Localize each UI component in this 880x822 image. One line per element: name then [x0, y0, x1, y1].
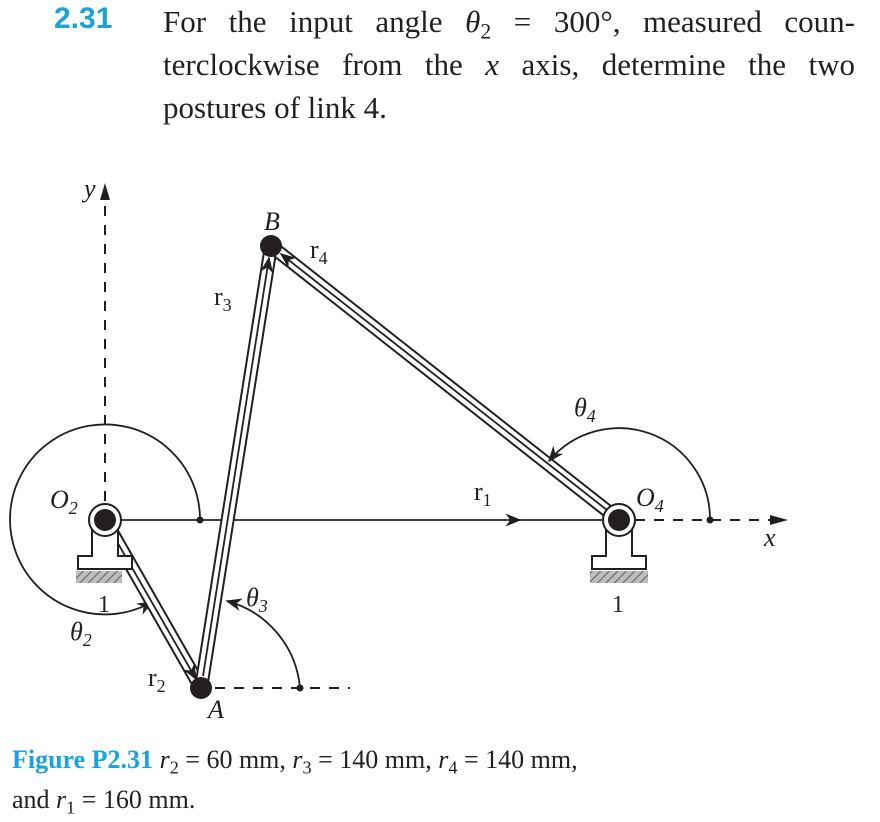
theta3-arc: [215, 583, 350, 692]
caption-line-1: Figure P2.31 $r_2 = 60$ mm, $r_3 = 140$ mm, $r_4 = 140$ mm,: [12, 745, 578, 778]
problem-number: 2.31: [54, 2, 113, 35]
problem-line-1: For the input angle $\theta_2 = 300^\circ$, measured coun-: [163, 4, 855, 44]
problem-line-3: postures of link 4.: [163, 90, 387, 125]
mechanism-diagram: [0, 170, 880, 730]
theta4-label: $\theta_4$: [574, 393, 596, 426]
x-axis-label: x: [764, 523, 776, 552]
x-axis: [105, 515, 788, 552]
theta4-arc: [549, 393, 714, 524]
ground-left-label: 1: [98, 592, 110, 618]
ground-right: [590, 528, 648, 618]
caption-line-2: and $r_1 = 160$ mm.: [12, 785, 196, 818]
O4-label: $O_4$: [636, 483, 664, 516]
figure-number: Figure P2.31: [12, 745, 154, 774]
link-2: [105, 520, 201, 696]
figure-caption: [12, 740, 872, 820]
r1-label: $r_1$: [474, 477, 492, 510]
theta2-label: $\theta_2$: [70, 617, 92, 650]
link-4: [271, 235, 619, 520]
figure-p2-31: [0, 170, 880, 730]
O2-label: $O_2$: [50, 485, 78, 518]
theta3-label: $\theta_3$: [246, 583, 268, 616]
problem-line-2: terclockwise from the x axis, determine the two: [163, 47, 856, 82]
A-label: A: [208, 695, 224, 724]
joint-B: [260, 235, 282, 257]
y-axis: [81, 174, 110, 520]
B-label: B: [264, 207, 280, 236]
problem-statement: [0, 0, 880, 130]
joint-O4: [603, 504, 635, 536]
joint-O2: [89, 504, 121, 536]
ground-right-label: 1: [612, 592, 624, 618]
link-3: [201, 246, 271, 688]
r4-label: $r_4$: [310, 235, 328, 268]
problem-text: [163, 0, 855, 129]
y-axis-label: y: [84, 174, 96, 203]
r2-label: $r_2$: [148, 663, 166, 696]
r3-label: $r_3$: [214, 282, 232, 315]
